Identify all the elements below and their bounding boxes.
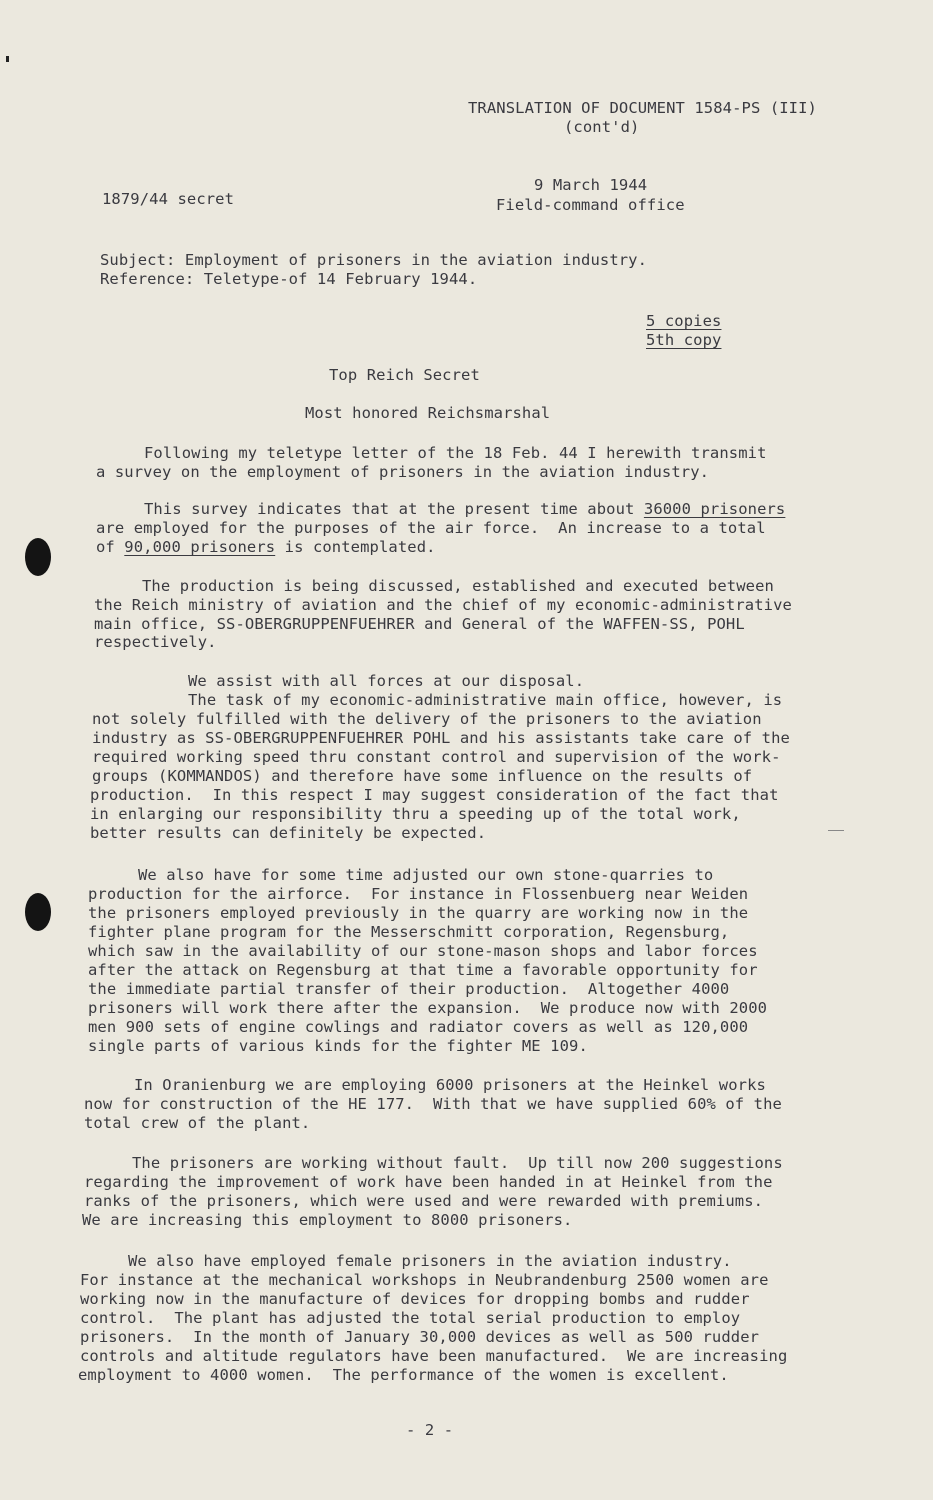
p8-line-5: prisoners. In the month of January 30,000 devices as well as 500 rudder <box>80 1328 760 1346</box>
p6-line-1: In Oranienburg we are employing 6000 prisoners at the Heinkel works <box>134 1076 766 1094</box>
p4-line-4: industry as SS-OBERGRUPPENFUEHRER POHL and his assistants take care of the <box>92 729 790 747</box>
p3-line-4: respectively. <box>94 633 217 651</box>
p5-line-2: production for the airforce. For instance in Flossenbuerg near Weiden <box>88 885 749 903</box>
p5-line-6: after the attack on Regensburg at that time a favorable opportunity for <box>88 961 758 979</box>
p8-line-1: We also have employed female prisoners in the aviation industry. <box>128 1252 732 1270</box>
p8-line-7: employment to 4000 women. The performance of the women is excellent. <box>78 1366 729 1384</box>
document-title: TRANSLATION OF DOCUMENT 1584-PS (III) <box>468 99 817 117</box>
p5-line-9: men 900 sets of engine cowlings and radiator covers as well as 120,000 <box>88 1018 749 1036</box>
scan-mark-left <box>6 56 9 62</box>
document-title-contd: (cont'd) <box>564 118 640 136</box>
p5-line-8: prisoners will work there after the expansion. We produce now with 2000 <box>88 999 768 1017</box>
classification: Top Reich Secret <box>329 366 480 384</box>
place: Field-command office <box>496 196 685 214</box>
p4-line-2: The task of my economic-administrative main office, however, is <box>188 691 783 709</box>
salutation: Most honored Reichsmarshal <box>305 404 551 422</box>
p4-line-8: in enlarging our responsibility thru a speeding up of the total work, <box>90 805 741 823</box>
punch-hole-top <box>25 538 51 576</box>
copies-total: 5 copies <box>646 312 722 330</box>
subject-line: Subject: Employment of prisoners in the aviation industry. <box>100 251 648 269</box>
p4-line-6: groups (KOMMANDOS) and therefore have some influence on the results of <box>92 767 753 785</box>
p4-line-7: production. In this respect I may suggest consideration of the fact that <box>90 786 779 804</box>
p7-line-4: We are increasing this employment to 8000 prisoners. <box>82 1211 573 1229</box>
p4-line-1: We assist with all forces at our disposal. <box>188 672 585 690</box>
p6-line-3: total crew of the plant. <box>84 1114 311 1132</box>
reference-number: 1879/44 secret <box>102 190 235 208</box>
reference-line: Reference: Teletype-of 14 February 1944. <box>100 270 478 288</box>
copies-this: 5th copy <box>646 331 722 349</box>
p5-line-7: the immediate partial transfer of their production. Altogether 4000 <box>88 980 730 998</box>
p3-line-2: the Reich ministry of aviation and the chief of my economic-administrative <box>94 596 792 614</box>
p2-line-2: are employed for the purposes of the air force. An increase to a total <box>96 519 766 537</box>
p7-line-2: regarding the improvement of work have been handed in at Heinkel from the <box>84 1173 773 1191</box>
p4-line-3: not solely fulfilled with the delivery of the prisoners to the aviation <box>92 710 762 728</box>
page-number: - 2 - <box>406 1421 454 1439</box>
p4-line-5: required working speed thru constant control and supervision of the work- <box>92 748 781 766</box>
p6-line-2: now for construction of the HE 177. With that we have supplied 60% of the <box>84 1095 782 1113</box>
p1-line-2: a survey on the employment of prisoners in the aviation industry. <box>96 463 710 481</box>
p5-line-4: fighter plane program for the Messerschmitt corporation, Regensburg, <box>88 923 730 941</box>
p8-line-6: controls and altitude regulators have been manufactured. We are increasing <box>80 1347 788 1365</box>
p8-line-4: control. The plant has adjusted the total serial production to employ <box>80 1309 741 1327</box>
date: 9 March 1944 <box>534 176 648 194</box>
p3-line-3: main office, SS-OBERGRUPPENFUEHRER and General of the WAFFEN-SS, POHL <box>94 615 745 633</box>
p5-line-5: which saw in the availability of our stone-mason shops and labor forces <box>88 942 758 960</box>
p4-line-9: better results can definitely be expected. <box>90 824 487 842</box>
p5-line-1: We also have for some time adjusted our own stone-quarries to <box>138 866 714 884</box>
p8-line-3: working now in the manufacture of devices for dropping bombs and rudder <box>80 1290 750 1308</box>
p5-line-10: single parts of various kinds for the fighter ME 109. <box>88 1037 588 1055</box>
p2-line-1: This survey indicates that at the present time about 36000 prisoners <box>144 500 786 518</box>
p2-line-3: of 90,000 prisoners is contemplated. <box>96 538 436 556</box>
p8-line-2: For instance at the mechanical workshops in Neubrandenburg 2500 women are <box>80 1271 769 1289</box>
punch-hole-bottom <box>25 893 51 931</box>
p7-line-1: The prisoners are working without fault. Up till now 200 suggestions <box>132 1154 783 1172</box>
p1-line-1: Following my teletype letter of the 18 Feb. 44 I herewith transmit <box>144 444 767 462</box>
p7-line-3: ranks of the prisoners, which were used and were rewarded with premiums. <box>84 1192 764 1210</box>
p3-line-1: The production is being discussed, established and executed between <box>142 577 774 595</box>
p5-line-3: the prisoners employed previously in the quarry are working now in the <box>88 904 749 922</box>
scan-mark-right <box>828 830 844 831</box>
